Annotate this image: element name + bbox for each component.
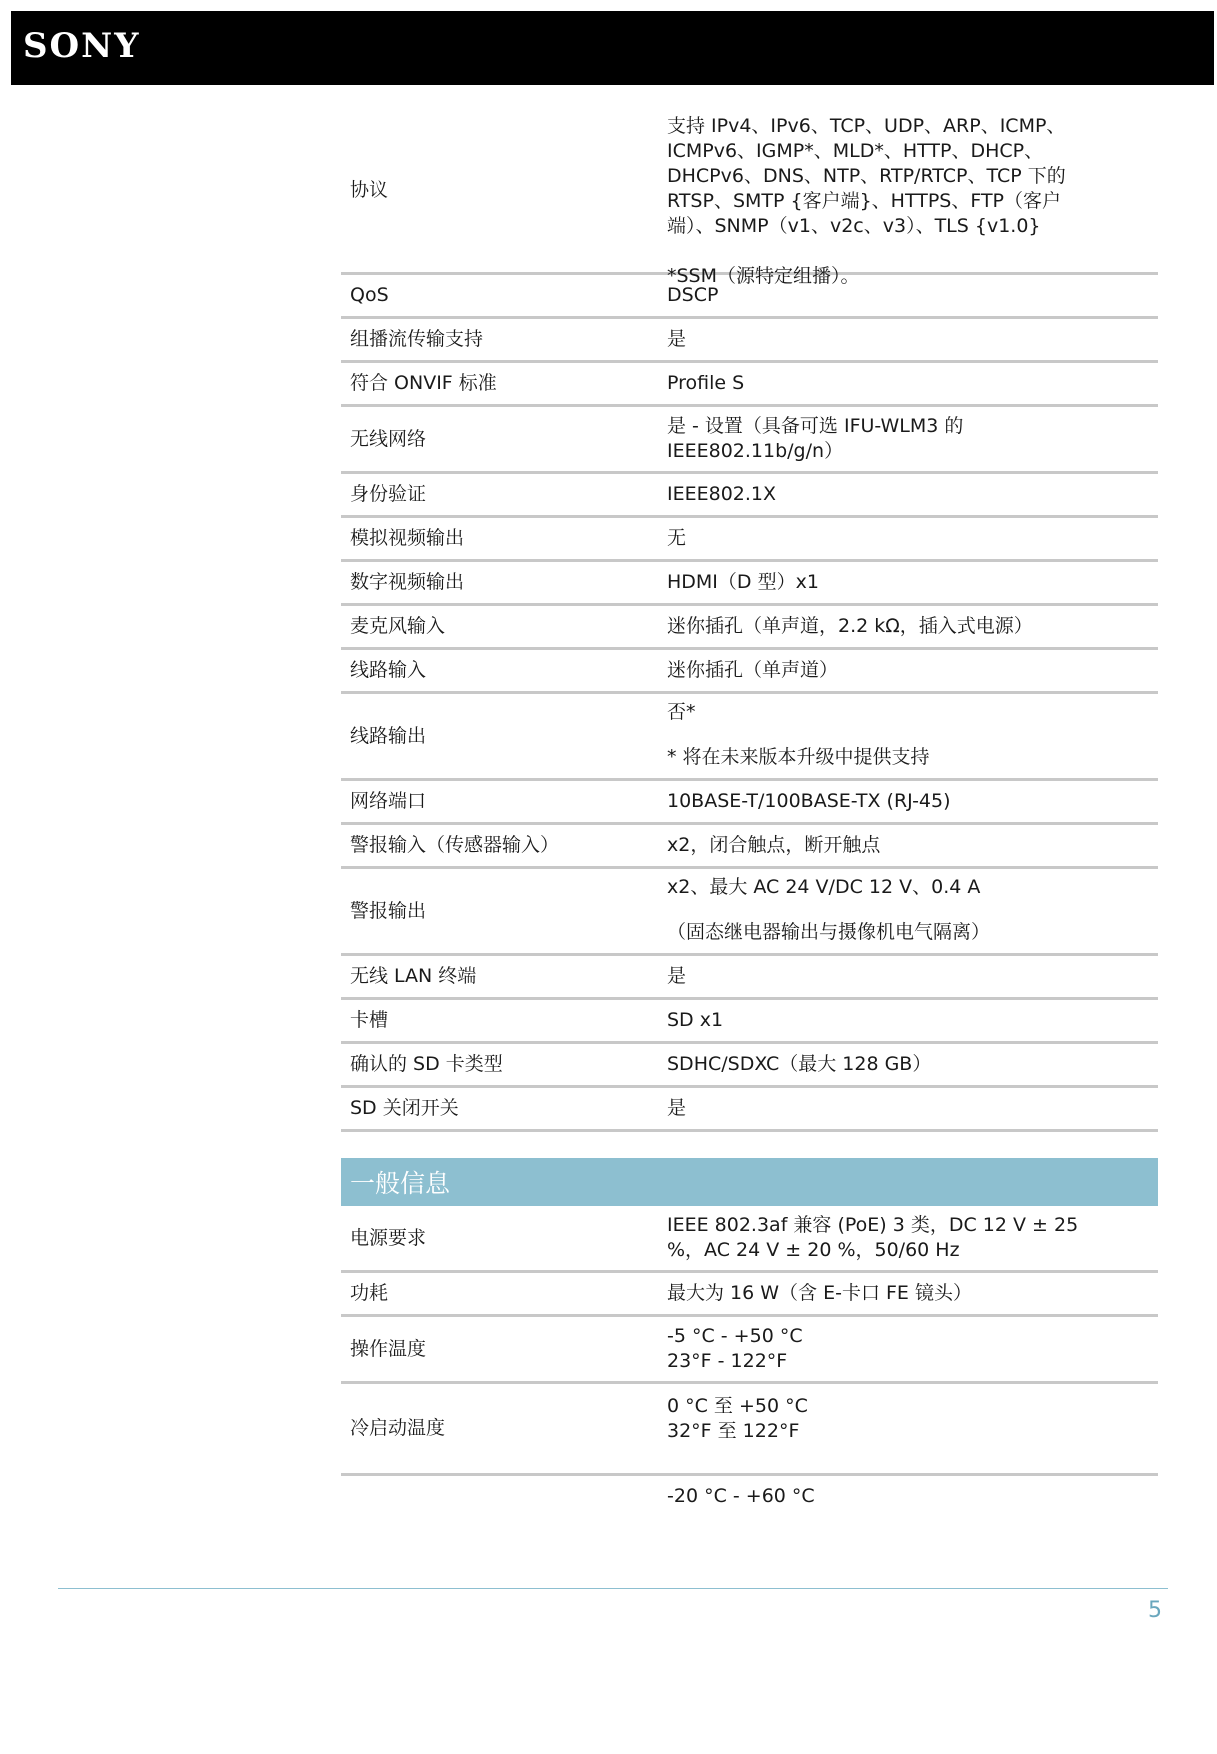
spec-value <box>667 562 1158 603</box>
spec-value <box>667 606 1158 647</box>
spec-value <box>667 319 1158 360</box>
spec-value-text: x2，闭合触点，断开触点 <box>667 834 881 856</box>
spec-key: 警报输出 <box>350 899 427 922</box>
spec-row-alarm-in <box>341 825 1158 869</box>
spec-table <box>341 108 1158 1516</box>
spec-row-line-out <box>341 694 1158 781</box>
header-bar <box>11 11 1214 85</box>
spec-key: 线路输入 <box>350 659 427 681</box>
spec-key: 组播流传输支持 <box>350 328 484 350</box>
spec-key: 协议 <box>350 178 389 201</box>
spec-row-wireless <box>341 407 1158 474</box>
spec-key <box>341 1476 667 1516</box>
spec-value-text: x2、最大 AC 24 V/DC 12 V、0.4 A <box>667 876 981 898</box>
spec-value-text: IEEE 802.3af 兼容 (PoE) 3 类，DC 12 V ± 25 %，AC 24 V ± 20 %，50/60 Hz <box>667 1214 1079 1261</box>
spec-value <box>667 1206 1158 1270</box>
spec-value-text: 无 <box>667 527 687 549</box>
spec-value-text: 10BASE-T/100BASE-TX (RJ-45) <box>667 790 951 812</box>
spec-value-text: 0 °C 至 +50 °C 32°F 至 122°F <box>667 1395 808 1442</box>
sony-logo: SONY <box>23 26 141 66</box>
spec-value <box>667 1317 1158 1381</box>
spec-value-text: -5 °C - +50 °C 23°F - 122°F <box>667 1325 803 1372</box>
spec-value <box>667 650 1158 691</box>
spec-key: SD 关闭开关 <box>350 1097 459 1119</box>
spec-key: QoS <box>350 284 389 306</box>
spec-row-protocol <box>341 108 1158 287</box>
spec-value-note: * 将在未来版本升级中提供支持 <box>667 746 930 768</box>
spec-value-text: 最大为 16 W（含 E-卡口 FE 镜头） <box>667 1282 972 1304</box>
page-number: 5 <box>1148 1598 1162 1623</box>
spec-row-cold-start-temp <box>341 1384 1158 1476</box>
spec-value-text: IEEE802.1X <box>667 483 777 505</box>
spec-key: 操作温度 <box>350 1337 427 1360</box>
spec-value <box>667 694 1158 778</box>
spec-row-card-slot <box>341 1000 1158 1044</box>
spec-row-consumption <box>341 1273 1158 1317</box>
spec-row-multicast <box>341 319 1158 363</box>
spec-key: 无线 LAN 终端 <box>350 965 477 987</box>
spec-key: 网络端口 <box>350 790 427 812</box>
spec-value <box>667 1044 1158 1085</box>
spec-key: 身份验证 <box>350 483 427 505</box>
spec-value <box>667 363 1158 404</box>
spec-row-alarm-out <box>341 869 1158 956</box>
spec-key: 电源要求 <box>350 1226 427 1249</box>
spec-value-note: （固态继电器输出与摄像机电气隔离） <box>667 921 991 943</box>
spec-value-text: 是 <box>667 1097 687 1119</box>
spec-key: 符合 ONVIF 标准 <box>350 372 497 394</box>
spec-key: 数字视频输出 <box>350 571 465 593</box>
spec-key: 麦克风输入 <box>350 615 446 637</box>
spec-value-text: 是 - 设置（具备可选 IFU-WLM3 的 IEEE802.11b/g/n） <box>667 415 964 462</box>
footer-rule <box>58 1588 1168 1589</box>
spec-value-text: 迷你插孔（单声道，2.2 kΩ，插入式电源） <box>667 615 1033 637</box>
spec-value-text: 否* <box>667 701 696 723</box>
spec-row-sd-switch <box>341 1088 1158 1132</box>
spec-key: 卡槽 <box>350 1009 389 1031</box>
spec-value <box>667 1476 1158 1516</box>
spec-value-note: *SSM（源特定组播）。 <box>667 265 860 287</box>
spec-row-network-port <box>341 781 1158 825</box>
spec-key: 确认的 SD 卡类型 <box>350 1053 503 1075</box>
spec-key: 模拟视频输出 <box>350 527 465 549</box>
spec-key: 功耗 <box>350 1282 389 1304</box>
spec-value <box>667 518 1158 559</box>
spec-key: 冷启动温度 <box>350 1417 446 1439</box>
spec-row-tail <box>341 1476 1158 1516</box>
spec-row-power <box>341 1206 1158 1273</box>
spec-value-text: 迷你插孔（单声道） <box>667 659 839 681</box>
spec-row-auth <box>341 474 1158 518</box>
spec-value-text: SDHC/SDXC（最大 128 GB） <box>667 1053 932 1075</box>
spec-value <box>667 108 1158 287</box>
spec-row-analog-out <box>341 518 1158 562</box>
spec-row-mic-in <box>341 606 1158 650</box>
spec-row-sd-type <box>341 1044 1158 1088</box>
spec-value <box>667 1273 1158 1314</box>
spec-row-wlan-terminal <box>341 956 1158 1000</box>
spec-value-text: DSCP <box>667 284 719 306</box>
section-header-general: 一般信息 <box>341 1158 1158 1206</box>
spec-value <box>667 1088 1158 1129</box>
spec-value <box>667 407 1158 471</box>
spec-row-digital-out <box>341 562 1158 606</box>
spec-row-qos <box>341 275 1158 319</box>
spec-value-text: SD x1 <box>667 1009 724 1031</box>
spec-key: 线路输出 <box>350 724 427 747</box>
spec-row-line-in <box>341 650 1158 694</box>
spec-value-text: 是 <box>667 328 687 350</box>
spec-key: 无线网络 <box>350 427 427 450</box>
spec-value-text: Profile S <box>667 372 745 394</box>
spec-row-operating-temp <box>341 1317 1158 1384</box>
spec-value-text: 支持 IPv4、IPv6、TCP、UDP、ARP、ICMP、 ICMPv6、IGMP*、MLD*、HTTP、DHCP、 DHCPv6、DNS、NTP、RTP/RTCP、TCP 下的 RTSP、SMTP {客户端}、HTTPS、FTP（客户 端）、SNMP（v1、v2c、v3）、TLS {v1.0} <box>667 115 1066 237</box>
spec-value <box>667 781 1158 822</box>
spec-value <box>667 825 1158 866</box>
spec-value <box>667 1000 1158 1041</box>
spec-value <box>667 474 1158 515</box>
spec-value <box>667 275 1158 316</box>
spec-value-text: HDMI（D 型）x1 <box>667 571 819 593</box>
spec-row-onvif <box>341 363 1158 407</box>
spec-value <box>667 956 1158 997</box>
spec-value <box>667 1384 1158 1473</box>
spec-value <box>667 869 1158 953</box>
spec-value-text: -20 °C - +60 °C <box>667 1484 815 1507</box>
spec-key: 警报输入（传感器输入） <box>350 834 560 856</box>
spec-value-text: 是 <box>667 965 687 987</box>
